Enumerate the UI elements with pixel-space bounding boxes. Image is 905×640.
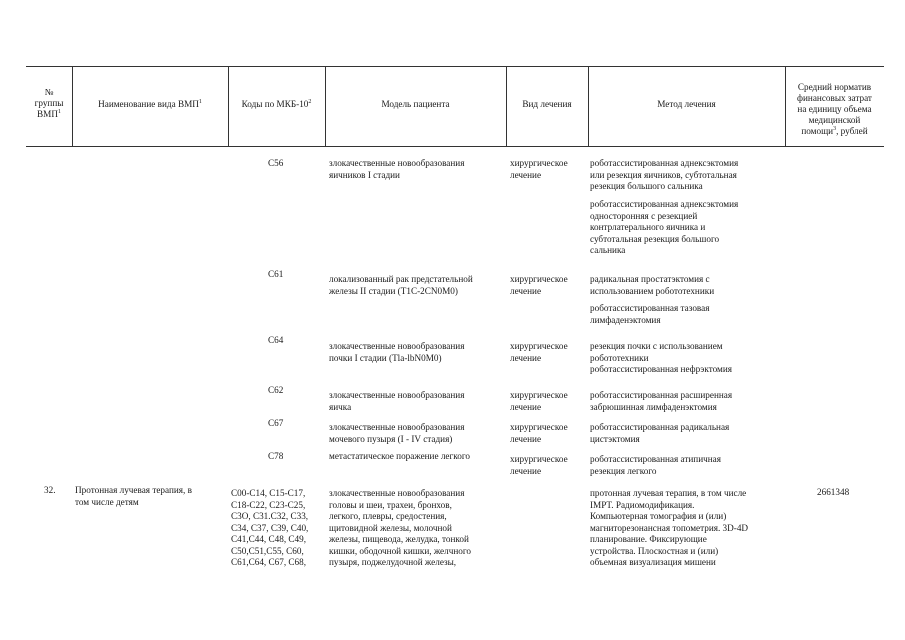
header-bottom-border [26, 146, 884, 147]
treatment-method: роботассистированная радикальная цистэктомия [590, 422, 730, 444]
header-average-cost [785, 82, 884, 137]
footnote-ref: 3 [833, 125, 837, 132]
footnote-ref: 1 [57, 108, 61, 115]
header-group-number [26, 87, 72, 120]
header-group-number-line3: ВМП [37, 109, 58, 119]
header-treatment-type: Вид лечения [522, 99, 572, 109]
vmp-name: Протонная лучевая терапия, в том числе детям [75, 485, 192, 507]
treatment-type: хирургическое лечение [510, 390, 568, 412]
footnote-ref: 2 [308, 98, 312, 105]
icd-code: C78 [268, 451, 284, 461]
footnote-ref: 1 [198, 98, 202, 105]
header-cost-line1: Средний норматив [797, 82, 872, 92]
icd-code: C67 [268, 418, 284, 428]
header-icd-codes [228, 99, 325, 110]
icd-code: C61 [268, 269, 284, 279]
treatment-method: роботассистированная аднексэктомия или резекция яичников, субтотальная резекция большого сальника [590, 158, 739, 191]
treatment-method: роботассистированная атипичная резекция легкого [590, 454, 721, 476]
treatment-method: роботассистированная аднексэктомия односторонняя с резекцией контрлатерального яичника и субтотальная резекция большого сальника [590, 199, 739, 255]
treatment-method: протонная лучевая терапия, в том числе IMPT. Радиомодификация. Компьютерная томография и (или) магниторезонансная топометрия. 3D-4D планирование. Фиксирующие устройства. Плоскостная и (или) объемная визуализация мишени [590, 488, 749, 567]
treatment-method: радикальная простатэктомия с использованием робототехники [590, 274, 715, 296]
header-vmp-name-text: Наименование вида ВМП [98, 99, 199, 109]
table-top-border [26, 66, 884, 67]
icd-codes-list: C00-C14, C15-C17, C18-C22, C23-C25, C3O, C31.C32, C33, C34, C37, C39, C40, C41,C44, C48, C49, C50,C51,C55, C60, C61,C64, C67, C68, [231, 488, 309, 567]
patient-model: злокачественные новообразования головы и шеи, трахеи, бронхов, легкого, плевры, средостения, щитовидной железы, молочной железы, пищевода, желудка, тонкой кишки, ободочной кишки, желчного пузыря, поджелудочной железы, [329, 488, 471, 567]
patient-model: злокачественные новообразования почки I стадии (Tla-lbN0M0) [329, 341, 465, 363]
treatment-type: хирургическое лечение [510, 274, 568, 296]
patient-model: злокачественные новообразования мочевого пузыря (I - IV стадия) [329, 422, 465, 444]
header-vmp-name [72, 99, 228, 110]
patient-model: злокачественные новообразования яичников I стадии [329, 158, 465, 180]
patient-model: злокачественные новообразования яичка [329, 390, 465, 412]
treatment-type: хирургическое лечение [510, 422, 568, 444]
header-icd-codes-text: Коды по МКБ-10 [241, 99, 309, 109]
treatment-type: хирургическое лечение [510, 454, 568, 476]
header-patient-model: Модель пациента [381, 99, 450, 109]
average-cost-value: 2661348 [817, 487, 850, 497]
icd-code: C64 [268, 335, 284, 345]
treatment-method: резекция почки с использованием робототехники роботассистированная нефрэктомия [590, 341, 732, 374]
treatment-type: хирургическое лечение [510, 158, 568, 180]
treatment-method: роботассистированная тазовая лимфаденэктомия [590, 303, 710, 325]
header-treatment-method: Метод лечения [657, 99, 716, 109]
patient-model: локализованный рак предстательной железы II стадии (T1C-2CN0M0) [329, 274, 473, 296]
patient-model: метастатическое поражение легкого [329, 451, 471, 461]
treatment-method: роботассистированная расширенная забрюшинная лимфаденэктомия [590, 390, 733, 412]
group-number: 32. [44, 485, 56, 495]
header-cost-line5: помощи [801, 126, 834, 136]
icd-code: C56 [268, 158, 284, 168]
header-cost-line2: финансовых затрат [797, 93, 872, 103]
header-group-number-line2: группы [34, 98, 64, 108]
header-cost-line5-tail: , рублей [836, 126, 868, 136]
icd-code: C62 [268, 385, 284, 395]
treatment-type: хирургическое лечение [510, 341, 568, 363]
header-cost-line4: медицинской [808, 115, 861, 125]
header-cost-line3: на единицу объема [797, 104, 872, 114]
header-group-number-line1: № [44, 87, 54, 97]
